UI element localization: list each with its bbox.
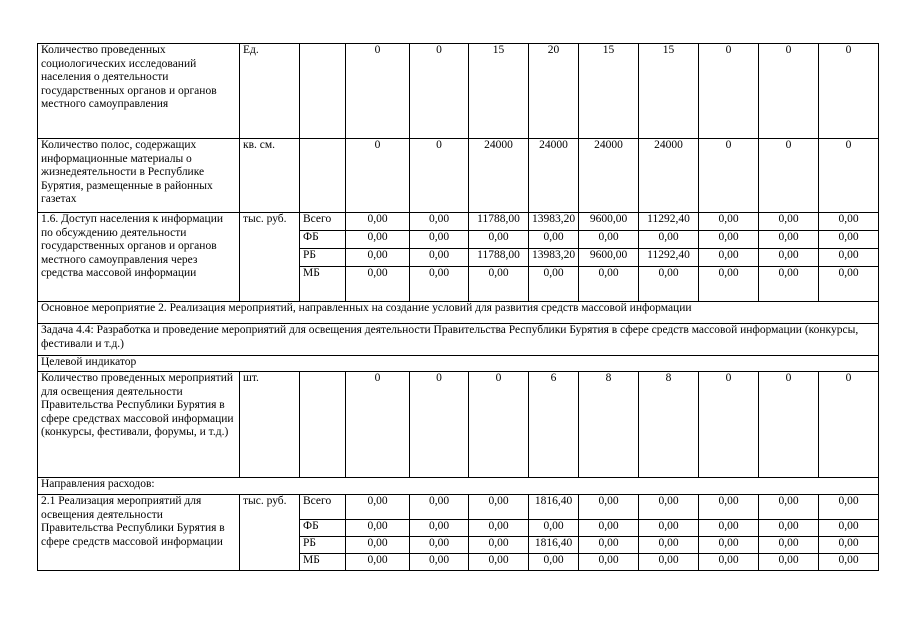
source-cell: РБ <box>300 249 346 267</box>
value-cell: 0,00 <box>579 520 639 537</box>
value-cell: 0,00 <box>819 249 879 267</box>
value-cell: 0 <box>819 372 879 478</box>
unit-cell: шт. <box>240 372 300 478</box>
value-cell: 0,00 <box>759 249 819 267</box>
value-cell: 11788,00 <box>469 249 529 267</box>
value-cell: 0 <box>410 372 469 478</box>
value-cell: 0,00 <box>346 249 410 267</box>
value-cell: 0,00 <box>469 495 529 520</box>
value-cell: 0,00 <box>346 495 410 520</box>
value-cell: 0,00 <box>346 520 410 537</box>
value-cell: 0 <box>346 372 410 478</box>
indicator-name: Количество полос, содержащих информационные материалы о жизнедеятельности в Республике Бурятия, размещенные в районных газетах <box>38 139 240 213</box>
value-cell: 15 <box>579 44 639 139</box>
value-cell: 0,00 <box>639 537 699 554</box>
table-row <box>38 356 879 372</box>
value-cell: 0,00 <box>759 495 819 520</box>
value-cell: 15 <box>469 44 529 139</box>
value-cell: 0 <box>759 372 819 478</box>
source-cell <box>300 372 346 478</box>
value-cell: 0,00 <box>759 213 819 231</box>
value-cell: 8 <box>639 372 699 478</box>
value-cell: 15 <box>639 44 699 139</box>
task-heading: Задача 4.4: Разработка и проведение мероприятий для освещения деятельности Правительства Республики Бурятия в сфере средств массовой информации (конкурсы, фестивали и т.д.) <box>38 324 879 356</box>
value-cell: 11292,40 <box>639 213 699 231</box>
value-cell: 0 <box>759 44 819 139</box>
value-cell: 0,00 <box>639 554 699 571</box>
table-row <box>38 213 879 231</box>
value-cell: 0,00 <box>410 213 469 231</box>
value-cell: 0,00 <box>346 231 410 249</box>
value-cell: 0,00 <box>579 537 639 554</box>
table-row <box>38 44 879 139</box>
source-cell: РБ <box>300 537 346 554</box>
value-cell: 0,00 <box>819 554 879 571</box>
value-cell: 0 <box>819 44 879 139</box>
value-cell: 0 <box>410 139 469 213</box>
value-cell: 0,00 <box>469 537 529 554</box>
value-cell: 0,00 <box>529 267 579 302</box>
indicator-heading: Целевой индикатор <box>38 356 879 372</box>
value-cell: 0,00 <box>639 495 699 520</box>
value-cell: 0,00 <box>759 520 819 537</box>
value-cell: 11788,00 <box>469 213 529 231</box>
unit-cell: кв. см. <box>240 139 300 213</box>
unit-cell: тыс. руб. <box>240 495 300 571</box>
value-cell: 24000 <box>579 139 639 213</box>
value-cell: 0,00 <box>346 267 410 302</box>
source-cell: ФБ <box>300 231 346 249</box>
value-cell: 0,00 <box>410 231 469 249</box>
indicator-name: Количество проведенных социологических исследований населения о деятельности государственных органов и органов местного самоуправления <box>38 44 240 139</box>
value-cell: 0 <box>699 139 759 213</box>
unit-cell: тыс. руб. <box>240 213 300 302</box>
value-cell: 0,00 <box>579 554 639 571</box>
value-cell: 0 <box>410 44 469 139</box>
value-cell: 0,00 <box>346 213 410 231</box>
value-cell: 0,00 <box>819 267 879 302</box>
value-cell: 0,00 <box>759 267 819 302</box>
value-cell: 0,00 <box>759 537 819 554</box>
value-cell: 0,00 <box>819 520 879 537</box>
value-cell: 0 <box>699 44 759 139</box>
value-cell: 1816,40 <box>529 537 579 554</box>
source-cell <box>300 44 346 139</box>
table-row <box>38 372 879 478</box>
value-cell: 1816,40 <box>529 495 579 520</box>
value-cell: 24000 <box>469 139 529 213</box>
value-cell: 0,00 <box>410 537 469 554</box>
value-cell: 0,00 <box>699 249 759 267</box>
source-cell: Всего <box>300 213 346 231</box>
value-cell: 0,00 <box>639 231 699 249</box>
value-cell: 0 <box>819 139 879 213</box>
value-cell: 9600,00 <box>579 249 639 267</box>
value-cell: 0,00 <box>759 554 819 571</box>
value-cell: 11292,40 <box>639 249 699 267</box>
value-cell: 8 <box>579 372 639 478</box>
source-cell: Всего <box>300 495 346 520</box>
value-cell: 0 <box>699 372 759 478</box>
measure-name: 1.6. Доступ населения к информации по обсуждению деятельности государственных органов и органов местного самоуправления через средства массовой информации <box>38 213 240 302</box>
table-row <box>38 139 879 213</box>
table-row <box>38 324 879 356</box>
value-cell: 0,00 <box>819 231 879 249</box>
measure-name: 2.1 Реализация мероприятий для освещения деятельности Правительства Республики Бурятия в сфере средств массовой информации <box>38 495 240 571</box>
value-cell: 24000 <box>529 139 579 213</box>
value-cell: 0,00 <box>699 554 759 571</box>
value-cell: 0,00 <box>529 231 579 249</box>
value-cell: 0,00 <box>579 267 639 302</box>
value-cell: 9600,00 <box>579 213 639 231</box>
value-cell: 0,00 <box>639 520 699 537</box>
unit-cell: Ед. <box>240 44 300 139</box>
value-cell: 0,00 <box>819 537 879 554</box>
section-heading: Основное мероприятие 2. Реализация мероприятий, направленных на создание условий для развития средств массовой информации <box>38 302 879 324</box>
value-cell: 0,00 <box>699 537 759 554</box>
value-cell: 0,00 <box>410 249 469 267</box>
source-cell: МБ <box>300 267 346 302</box>
table-row <box>38 478 879 495</box>
value-cell: 0,00 <box>410 554 469 571</box>
value-cell: 24000 <box>639 139 699 213</box>
value-cell: 0,00 <box>699 520 759 537</box>
value-cell: 0 <box>346 44 410 139</box>
expenses-heading: Направления расходов: <box>38 478 879 495</box>
value-cell: 0,00 <box>346 554 410 571</box>
value-cell: 0,00 <box>469 231 529 249</box>
value-cell: 0,00 <box>410 520 469 537</box>
value-cell: 0,00 <box>639 267 699 302</box>
table-row <box>38 302 879 324</box>
value-cell: 13983,20 <box>529 249 579 267</box>
value-cell: 0,00 <box>819 495 879 520</box>
value-cell: 13983,20 <box>529 213 579 231</box>
indicator-name: Количество проведенных мероприятий для освещения деятельности Правительства Республики Бурятия в сфере средствах массовой информации (конкурсы, фестивали, форумы, и т.д.) <box>38 372 240 478</box>
value-cell: 0,00 <box>819 213 879 231</box>
value-cell: 0,00 <box>529 520 579 537</box>
value-cell: 0,00 <box>529 554 579 571</box>
source-cell: МБ <box>300 554 346 571</box>
value-cell: 0,00 <box>469 520 529 537</box>
value-cell: 0,00 <box>410 267 469 302</box>
value-cell: 0,00 <box>759 231 819 249</box>
value-cell: 0,00 <box>699 213 759 231</box>
value-cell: 6 <box>529 372 579 478</box>
value-cell: 0,00 <box>410 495 469 520</box>
value-cell: 0 <box>759 139 819 213</box>
value-cell: 0,00 <box>346 537 410 554</box>
source-cell: ФБ <box>300 520 346 537</box>
value-cell: 0,00 <box>469 554 529 571</box>
value-cell: 20 <box>529 44 579 139</box>
budget-table <box>37 43 879 571</box>
value-cell: 0 <box>346 139 410 213</box>
value-cell: 0,00 <box>469 267 529 302</box>
value-cell: 0,00 <box>699 495 759 520</box>
table-row <box>38 495 879 520</box>
value-cell: 0,00 <box>579 495 639 520</box>
source-cell <box>300 139 346 213</box>
value-cell: 0,00 <box>699 231 759 249</box>
value-cell: 0,00 <box>699 267 759 302</box>
value-cell: 0 <box>469 372 529 478</box>
value-cell: 0,00 <box>579 231 639 249</box>
